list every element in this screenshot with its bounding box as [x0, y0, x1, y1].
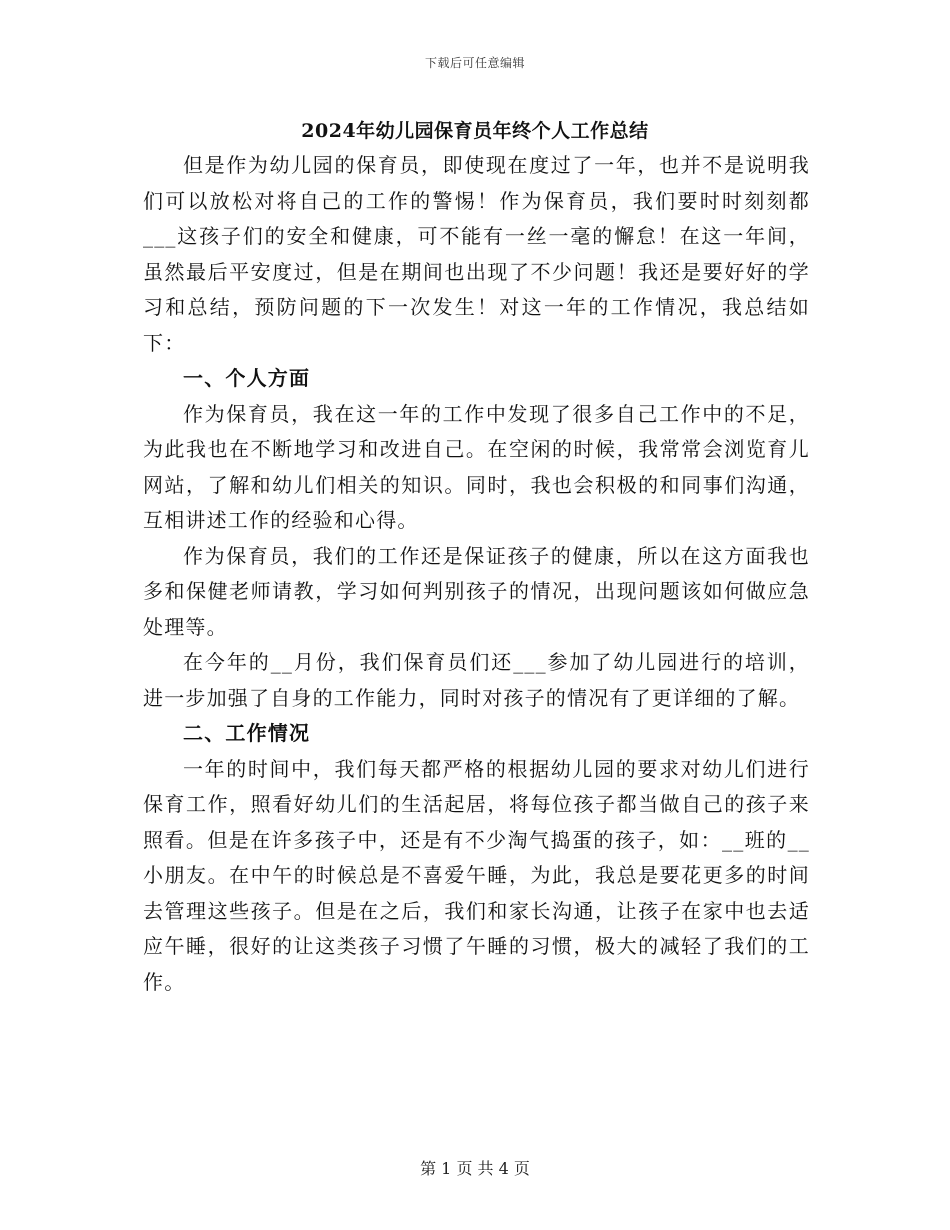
section-heading-personal: 一、个人方面: [183, 366, 311, 390]
page-header-note: 下载后可任意编辑: [424, 56, 525, 70]
work-paragraph-1: 一年的时间中，我们每天都严格的根据幼儿园的要求对幼儿们进行保育工作，照看好幼儿们的生活起居，将每位孩子都当做自己的孩子来照看。但是在许多孩子中，还是有不少淘气捣蛋的孩子，如：__班的__小朋友。在中午的时候总是不喜爱午睡，为此，我总是要花更多的时间去管理这些孩子。但是在之后，我们和家长沟通，让孩子在家中也去适应午睡，很好的让这类孩子习惯了午睡的习惯，极大的减轻了我们的工作。: [143, 756, 810, 994]
page-number: 第 1 页 共 4 页: [420, 1159, 530, 1178]
section-heading-work: 二、工作情况: [183, 721, 311, 745]
intro-paragraph: 但是作为幼儿园的保育员，即使现在度过了一年，也并不是说明我们可以放松对将自己的工作的警惕！作为保育员，我们要时时刻刻都___这孩子们的安全和健康，可不能有一丝一毫的懈怠！在这一年间，虽然最后平安度过，但是在期间也出现了不少问题！我还是要好好的学习和总结，预防问题的下一次发生！对这一年的工作情况，我总结如下：: [143, 153, 810, 355]
document-title: 2024年幼儿园保育员年终个人工作总结: [301, 120, 649, 142]
personal-paragraph-2: 作为保育员，我们的工作还是保证孩子的健康，所以在这方面我也多和保健老师请教，学习如何判别孩子的情况，出现问题该如何做应急处理等。: [143, 543, 810, 639]
document-body: [143, 148, 810, 1000]
personal-paragraph-1: 作为保育员，我在这一年的工作中发现了很多自己工作中的不足，为此我也在不断地学习和改进自己。在空闲的时候，我常常会浏览育儿网站，了解和幼儿们相关的知识。同时，我也会积极的和同事们沟通，互相讲述工作的经验和心得。: [143, 401, 810, 532]
personal-paragraph-3: 在今年的__月份，我们保育员们还___参加了幼儿园进行的培训，进一步加强了自身的工作能力，同时对孩子的情况有了更详细的了解。: [143, 650, 810, 710]
